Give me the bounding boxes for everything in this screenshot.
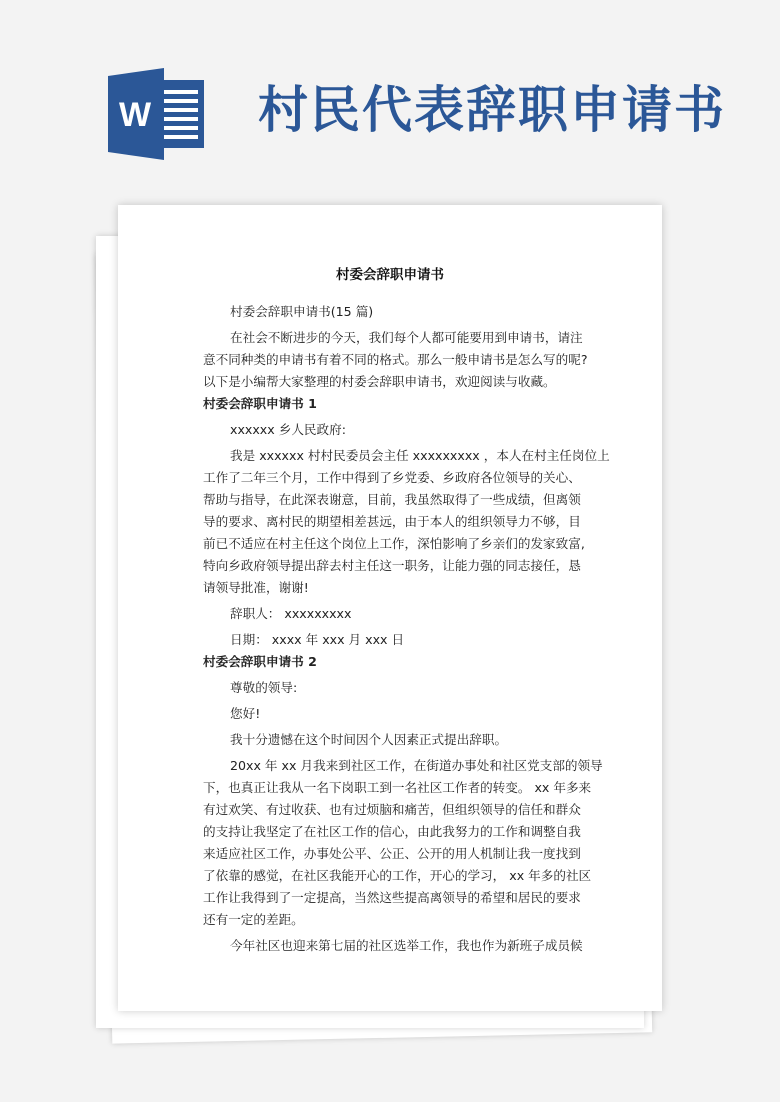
text-line: 特向乡政府领导提出辞去村主任这一职务，让能力强的同志接任，恳 (203, 558, 581, 573)
text-line: 村委会辞职申请书 1 (203, 396, 317, 411)
text-line: 以下是小编帮大家整理的村委会辞职申请书，欢迎阅读与收藏。 (203, 374, 556, 389)
text-line: 了依靠的感觉，在社区我能开心的工作，开心的学习， xx 年多的社区 (203, 868, 592, 883)
text-line: 意不同种类的申请书有着不同的格式。那么一般申请书是怎么写的呢? (203, 352, 588, 367)
document-page (118, 205, 662, 1011)
text-line: 尊敬的领导: (230, 680, 298, 695)
text-line: xxxxxx 乡人民政府: (230, 422, 346, 437)
text-line: 导的要求、离村民的期望相差甚远，由于本人的组织领导力不够，目 (203, 514, 581, 529)
paragraph (203, 301, 603, 323)
text-line: 日期： xxxx 年 xxx 月 xxx 日 (230, 632, 405, 647)
text-line: 工作让我得到了一定提高，当然这些提高离领导的希望和居民的要求 (203, 890, 581, 905)
text-line: 工作了二年三个月，工作中得到了乡党委、乡政府各位领导的关心、 (203, 470, 581, 485)
paragraph (203, 729, 603, 751)
text-line: 今年社区也迎来第七届的社区选举工作，我也作为新班子成员候 (230, 938, 583, 953)
document-body (203, 301, 610, 957)
paragraph (203, 935, 603, 957)
banner-title: 村民代表辞职申请书 (258, 80, 726, 139)
paragraph (203, 703, 603, 725)
text-line: 下，也真正让我从一名下岗职工到一名社区工作者的转变。 xx 年多来 (203, 780, 592, 795)
svg-text:W: W (118, 96, 152, 134)
paragraph (203, 327, 603, 393)
section-heading (203, 651, 603, 673)
text-line: 还有一定的差距。 (203, 912, 304, 927)
text-line: 在社会不断进步的今天，我们每个人都可能要用到申请书，请注 (230, 330, 583, 345)
text-line: 我是 xxxxxx 村村民委员会主任 xxxxxxxxx ，本人在村主任岗位上 (230, 448, 610, 463)
text-line: 您好! (230, 706, 261, 721)
paragraph (203, 419, 603, 441)
paragraph (203, 755, 603, 931)
document-title: 村委会辞职申请书 (336, 267, 444, 283)
word-logo-icon (108, 68, 208, 160)
text-line: 帮助与指导，在此深表谢意，目前，我虽然取得了一些成绩，但离领 (203, 492, 581, 507)
paragraph (203, 629, 603, 651)
text-line: 村委会辞职申请书 2 (203, 654, 317, 669)
text-line: 请领导批准，谢谢! (203, 580, 309, 595)
section-heading (203, 393, 603, 415)
text-line: 的支持让我坚定了在社区工作的信心，由此我努力的工作和调整自我 (203, 824, 581, 839)
text-line: 20xx 年 xx 月我来到社区工作，在街道办事处和社区党支部的领导 (230, 758, 603, 773)
text-line: 村委会辞职申请书(15 篇) (230, 304, 374, 319)
text-line: 来适应社区工作，办事处公平、公正、公开的用人机制让我一度找到 (203, 846, 581, 861)
paragraph (203, 603, 603, 625)
text-line: 有过欢笑、有过收获、也有过烦脑和痛苦，但组织领导的信任和群众 (203, 802, 581, 817)
text-line: 辞职人： xxxxxxxxx (230, 606, 352, 621)
paragraph (203, 677, 603, 699)
text-line: 前已不适应在村主任这个岗位上工作，深怕影响了乡亲们的发家致富, (203, 536, 585, 551)
text-line: 我十分遗憾在这个时间因个人因素正式提出辞职。 (230, 732, 508, 747)
paragraph (203, 445, 610, 599)
